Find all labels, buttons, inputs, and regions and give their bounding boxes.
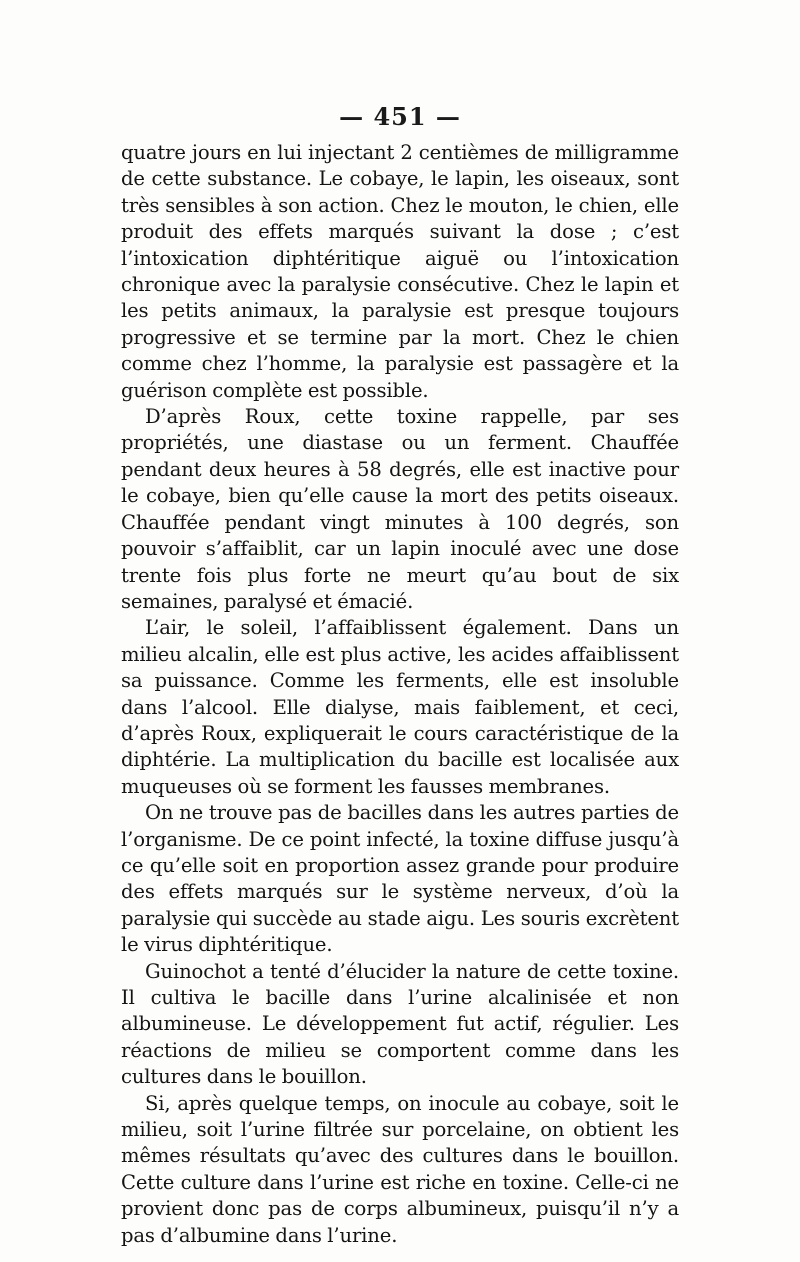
paragraph-air-soleil: L’air, le soleil, l’affaiblissent également. Dans un milieu alcalin, elle est plus active, les acides affaiblissent sa puissance. Comme les ferments, elle est insoluble dans l’alcool. Elle dialyse, mais faiblement, et ceci, d’après Roux, expliquerait le cours caractéristique de la diphtérie. La multiplication du bacille est localisée aux muqueuses où se forment les fausses membranes. [121, 616, 679, 798]
paragraph-inoculation-cobaye: Si, après quelque temps, on inocule au cobaye, soit le milieu, soit l’urine filtrée sur porcelaine, on obtient les mêmes résultats qu’avec des cultures dans le bouillon. Cette culture dans l’urine est riche en toxine. Celle-ci ne provient donc pas de corps albumineux, puisqu’il n’y a pas d’albumine dans l’urine. [121, 1091, 679, 1247]
paragraph-bacilles-organisme: On ne trouve pas de bacilles dans les autres parties de l’organisme. De ce point infecté, la toxine diffuse jusqu’à ce qu’elle soit en proportion assez grande pour produire des effets marqués sur le système nerveux, d’où la paralysie qui succède au stade aigu. Les souris excrètent le virus diphtéritique. [121, 801, 679, 957]
paragraph-continuation: quatre jours en lui injectant 2 centièmes de milligramme de cette substance. Le cobaye, le lapin, les oiseaux, sont très sensibles à son action. Chez le mouton, le chien, elle produit des effets marqués suivant la dose ; c’est l’intoxication diphtéritique aiguë ou l’intoxication chronique avec la paralysie consécutive. Chez le lapin et les petits animaux, la paralysie est presque toujours progressive et se termine par la mort. Chez le chien comme chez l’homme, la paralysie est passagère et la guérison complète est possible. [121, 141, 679, 402]
page-number: — 451 — [339, 102, 461, 131]
paragraph-guinochot: Guinochot a tenté d’élucider la nature de cette toxine. Il cultiva le bacille dans l’urine alcalinisée et non albumineuse. Le développement fut actif, régulier. Les réactions de milieu se comportent comme dans les cultures dans le bouillon. [121, 959, 679, 1089]
body-text [121, 140, 679, 1249]
paragraph-roux-toxine: D’après Roux, cette toxine rappelle, par ses propriétés, une diastase ou un ferment. Chauffée pendant deux heures à 58 degrés, elle est inactive pour le cobaye, bien qu’elle cause la mort des petits oiseaux. Chauffée pendant vingt minutes à 100 degrés, son pouvoir s’affaiblit, car un lapin inoculé avec une dose trente fois plus forte ne meurt qu’au bout de six semaines, paralysé et émacié. [121, 405, 679, 613]
